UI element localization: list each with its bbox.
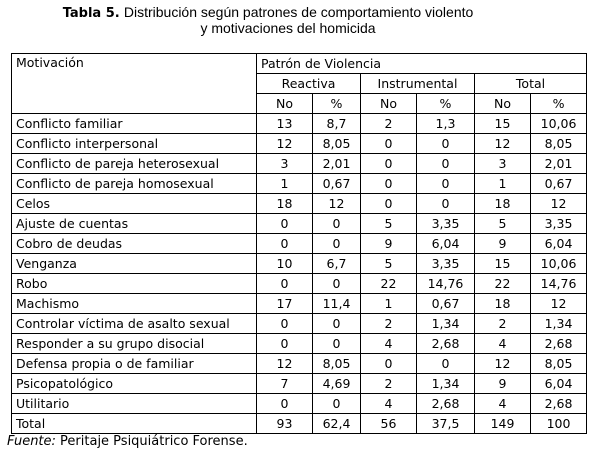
table-cell: 15: [475, 114, 531, 134]
table-cell: 0: [361, 174, 417, 194]
table-row: [12, 114, 587, 134]
table-cell: 12: [257, 134, 313, 154]
table-cell: 3: [257, 154, 313, 174]
table-row: [12, 174, 587, 194]
table-cell: 12: [475, 134, 531, 154]
group-header-total: Total: [475, 74, 587, 94]
table-cell: 0: [257, 334, 313, 354]
table-cell: 2,68: [417, 394, 475, 414]
table-cell: 2,68: [531, 394, 587, 414]
source-label: Fuente:: [7, 434, 56, 449]
table-row: [12, 134, 587, 154]
row-label: Machismo: [12, 294, 257, 314]
header-motivacion: Motivación: [12, 54, 257, 114]
table-cell: 8,05: [313, 354, 361, 374]
table-row: [12, 334, 587, 354]
table-row: [12, 294, 587, 314]
table-cell: 9: [475, 374, 531, 394]
table-cell: 0: [417, 194, 475, 214]
caption-title-line-2: y motivaciones del homicida: [200, 20, 376, 36]
table-cell: 18: [257, 194, 313, 214]
table-cell: 12: [531, 194, 587, 214]
table-cell: 15: [475, 254, 531, 274]
table-row: [12, 274, 587, 294]
row-label: Responder a su grupo disocial: [12, 334, 257, 354]
table-cell: 10,06: [531, 254, 587, 274]
table-cell: 0: [361, 134, 417, 154]
table-cell: 6,04: [531, 234, 587, 254]
table-cell: 0: [417, 174, 475, 194]
table-cell: 149: [475, 414, 531, 434]
table-cell: 8,05: [531, 354, 587, 374]
table-cell: 1: [361, 294, 417, 314]
row-label: Conflicto interpersonal: [12, 134, 257, 154]
table-cell: 1: [475, 174, 531, 194]
row-label: Psicopatológico: [12, 374, 257, 394]
table-cell: 3,35: [531, 214, 587, 234]
subheader-cell: No: [475, 94, 531, 114]
header-row: [12, 54, 587, 74]
source-note: [7, 434, 248, 450]
source-text: Peritaje Psiquiátrico Forense.: [60, 434, 248, 449]
table-cell: 4: [475, 394, 531, 414]
table-cell: 6,7: [313, 254, 361, 274]
table-row: [12, 414, 587, 434]
table-cell: 14,76: [417, 274, 475, 294]
table-cell: 2: [361, 374, 417, 394]
subheader-cell: No: [257, 94, 313, 114]
table-cell: 0: [257, 214, 313, 234]
table-cell: 6,04: [531, 374, 587, 394]
table-cell: 56: [361, 414, 417, 434]
subheader-cell: %: [417, 94, 475, 114]
table-row: [12, 214, 587, 234]
table-row: [12, 154, 587, 174]
table-row: [12, 314, 587, 334]
table-cell: 0: [417, 134, 475, 154]
table-cell: 0: [257, 394, 313, 414]
table-cell: 2,68: [531, 334, 587, 354]
table-cell: 0: [361, 194, 417, 214]
table-cell: 1,34: [531, 314, 587, 334]
table-cell: 17: [257, 294, 313, 314]
row-label: Total: [12, 414, 257, 434]
row-label: Celos: [12, 194, 257, 214]
table-cell: 12: [257, 354, 313, 374]
table-cell: 0: [313, 274, 361, 294]
caption-line-1: [0, 5, 596, 21]
table-cell: 0: [257, 274, 313, 294]
table-cell: 0: [313, 394, 361, 414]
header-patron: Patrón de Violencia: [257, 54, 587, 74]
table-cell: 0: [417, 354, 475, 374]
table-cell: 37,5: [417, 414, 475, 434]
table-cell: 1: [257, 174, 313, 194]
table-cell: 2,01: [313, 154, 361, 174]
row-label: Controlar víctima de asalto sexual: [12, 314, 257, 334]
table-cell: 4,69: [313, 374, 361, 394]
table-cell: 1,34: [417, 374, 475, 394]
table-cell: 2,68: [417, 334, 475, 354]
table-cell: 8,05: [313, 134, 361, 154]
table-cell: 2: [361, 114, 417, 134]
table-cell: 10: [257, 254, 313, 274]
data-table: [11, 53, 587, 434]
table-cell: 6,04: [417, 234, 475, 254]
table-cell: 3: [475, 154, 531, 174]
table-cell: 0,67: [313, 174, 361, 194]
table-cell: 14,76: [531, 274, 587, 294]
table-cell: 3,35: [417, 254, 475, 274]
table-cell: 1,3: [417, 114, 475, 134]
group-header-reactiva: Reactiva: [257, 74, 361, 94]
table-cell: 5: [361, 254, 417, 274]
table-cell: 8,05: [531, 134, 587, 154]
table-cell: 0: [313, 314, 361, 334]
table-cell: 62,4: [313, 414, 361, 434]
table-cell: 9: [361, 234, 417, 254]
row-label: Robo: [12, 274, 257, 294]
table-cell: 12: [313, 194, 361, 214]
table-row: [12, 374, 587, 394]
table-cell: 2,01: [531, 154, 587, 174]
caption-table-number: Tabla 5.: [62, 6, 120, 21]
table-cell: 4: [361, 334, 417, 354]
table-cell: 5: [361, 214, 417, 234]
table-cell: 18: [475, 194, 531, 214]
table-cell: 18: [475, 294, 531, 314]
table-cell: 13: [257, 114, 313, 134]
table-cell: 0: [313, 214, 361, 234]
row-label: Ajuste de cuentas: [12, 214, 257, 234]
table-cell: 8,7: [313, 114, 361, 134]
table-row: [12, 194, 587, 214]
table-cell: 2: [361, 314, 417, 334]
row-label: Defensa propia o de familiar: [12, 354, 257, 374]
table-cell: 0: [313, 334, 361, 354]
table-row: [12, 394, 587, 414]
row-label: Cobro de deudas: [12, 234, 257, 254]
subheader-cell: %: [531, 94, 587, 114]
table-cell: 0: [361, 154, 417, 174]
table-cell: 93: [257, 414, 313, 434]
table-cell: 12: [531, 294, 587, 314]
table-cell: 0: [417, 154, 475, 174]
table-cell: 0,67: [417, 294, 475, 314]
table-cell: 0,67: [531, 174, 587, 194]
table-row: [12, 254, 587, 274]
table-cell: 1,34: [417, 314, 475, 334]
table-cell: 7: [257, 374, 313, 394]
row-label: Venganza: [12, 254, 257, 274]
row-label: Conflicto de pareja homosexual: [12, 174, 257, 194]
table-cell: 9: [475, 234, 531, 254]
row-label: Conflicto de pareja heterosexual: [12, 154, 257, 174]
table-row: [12, 354, 587, 374]
table-cell: 100: [531, 414, 587, 434]
table-cell: 22: [475, 274, 531, 294]
row-label: Utilitario: [12, 394, 257, 414]
table-cell: 4: [361, 394, 417, 414]
caption-title-line-1: Distribución según patrones de comportamiento violento: [123, 4, 474, 20]
table-cell: 0: [257, 234, 313, 254]
row-label: Conflicto familiar: [12, 114, 257, 134]
table-cell: 3,35: [417, 214, 475, 234]
table-cell: 10,06: [531, 114, 587, 134]
subheader-cell: No: [361, 94, 417, 114]
subheader-cell: %: [313, 94, 361, 114]
table-cell: 0: [257, 314, 313, 334]
table-cell: 12: [475, 354, 531, 374]
table-row: [12, 234, 587, 254]
table-cell: 0: [361, 354, 417, 374]
group-header-instrumental: Instrumental: [361, 74, 475, 94]
table-cell: 11,4: [313, 294, 361, 314]
table-cell: 2: [475, 314, 531, 334]
table-cell: 0: [313, 234, 361, 254]
table-cell: 4: [475, 334, 531, 354]
table-cell: 5: [475, 214, 531, 234]
table-cell: 22: [361, 274, 417, 294]
table-caption: [0, 5, 596, 36]
